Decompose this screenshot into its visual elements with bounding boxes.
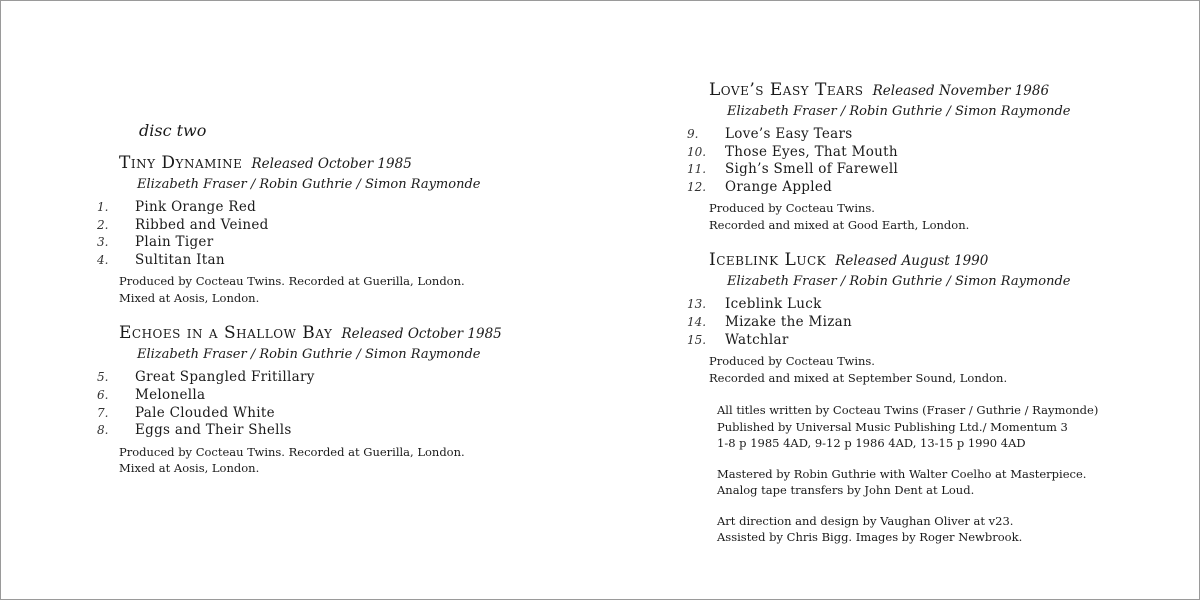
design-notes [717, 513, 1187, 546]
production-notes [709, 200, 1187, 233]
album-heading [709, 79, 1187, 102]
track-row [687, 296, 1187, 314]
track-row [97, 369, 577, 387]
track-number: 12. [687, 179, 707, 194]
track-title: Orange Appled [725, 178, 833, 195]
album-title: Tiny Dynamine [119, 153, 243, 173]
track-title: Mizake the Mizan [725, 313, 852, 330]
album-section [687, 249, 1187, 386]
album-heading [709, 249, 1187, 272]
production-line: Recorded and mixed at Good Earth, London. [709, 217, 970, 232]
track-row [687, 179, 1187, 197]
album-title: Echoes in a Shallow Bay [119, 323, 333, 344]
album-title: Iceblink Luck [709, 250, 827, 271]
track-row [97, 234, 577, 252]
track-number: 11. [687, 162, 707, 177]
note-line: Assisted by Chris Bigg. Images by Roger Newbrook. [717, 530, 1023, 545]
track-number: 2. [97, 217, 109, 232]
right-column [687, 79, 1187, 560]
left-column [97, 121, 577, 493]
track-list [687, 296, 1187, 349]
track-number: 1. [97, 200, 109, 214]
track-row [687, 126, 1187, 144]
track-row [97, 199, 577, 217]
track-number: 4. [97, 252, 109, 267]
production-line: Produced by Cocteau Twins. [709, 354, 875, 369]
album-credits: Elizabeth Fraser / Robin Guthrie / Simon Raymonde [727, 274, 1071, 290]
track-title: Eggs and Their Shells [135, 422, 292, 439]
production-line: Produced by Cocteau Twins. [709, 201, 875, 216]
track-title: Sultitan Itan [135, 251, 225, 268]
note-line: Mastered by Robin Guthrie with Walter Coelho at Masterpiece. [717, 466, 1087, 481]
note-line: All titles written by Cocteau Twins (Fraser / Guthrie / Raymonde) [717, 403, 1099, 418]
production-line: Mixed at Aosis, London. [119, 290, 260, 305]
note-line: 1-8 p 1985 4AD, 9-12 p 1986 4AD, 13-15 p 1990 4AD [717, 436, 1026, 451]
track-number: 13. [687, 297, 707, 312]
production-line: Mixed at Aosis, London. [119, 461, 260, 476]
publishing-notes [717, 402, 1187, 452]
album-section [97, 152, 577, 306]
album-credits: Elizabeth Fraser / Robin Guthrie / Simon Raymonde [137, 347, 481, 363]
track-row [687, 314, 1187, 332]
track-list [97, 199, 577, 269]
track-number: 10. [687, 144, 707, 159]
album-section [97, 322, 577, 476]
production-notes [119, 273, 577, 306]
track-title: Ribbed and Veined [135, 216, 269, 233]
track-title: Sigh’s Smell of Farewell [725, 161, 899, 178]
track-row [97, 422, 577, 440]
track-title: Plain Tiger [135, 234, 214, 251]
track-number: 9. [687, 127, 699, 141]
track-list [97, 369, 577, 439]
album-credits: Elizabeth Fraser / Robin Guthrie / Simon Raymonde [727, 104, 1071, 119]
production-line: Produced by Cocteau Twins. Recorded at Guerilla, London. [119, 274, 465, 289]
note-line: Art direction and design by Vaughan Oliver at v23. [717, 513, 1014, 528]
liner-notes [717, 402, 1187, 546]
track-number: 7. [97, 405, 109, 420]
album-heading [119, 322, 577, 345]
track-title: Those Eyes, That Mouth [725, 143, 898, 160]
release-date: Released November 1986 [872, 83, 1050, 99]
track-title: Iceblink Luck [725, 296, 822, 313]
track-title: Love’s Easy Tears [725, 126, 853, 142]
track-number: 3. [97, 235, 109, 250]
release-date: Released October 1985 [341, 326, 502, 343]
track-title: Pale Clouded White [135, 404, 275, 421]
track-title: Pink Orange Red [135, 199, 257, 215]
note-line: Analog tape transfers by John Dent at Loud. [717, 483, 975, 498]
track-number: 5. [97, 370, 109, 385]
track-row [97, 252, 577, 270]
track-number: 8. [97, 423, 109, 438]
album-title: Love’s Easy Tears [709, 80, 864, 100]
track-row [97, 387, 577, 405]
mastering-notes [717, 466, 1187, 499]
release-date: Released October 1985 [251, 156, 412, 172]
production-notes [709, 353, 1187, 386]
album-section [687, 79, 1187, 233]
note-line: Published by Universal Music Publishing Ltd./ Momentum 3 [717, 419, 1068, 434]
track-number: 6. [97, 387, 109, 402]
track-list [687, 126, 1187, 196]
track-title: Melonella [135, 386, 206, 403]
track-row [687, 161, 1187, 179]
track-title: Great Spangled Fritillary [135, 369, 315, 386]
disc-label: disc two [139, 121, 207, 140]
production-line: Recorded and mixed at September Sound, London. [709, 370, 1008, 385]
track-number: 14. [687, 314, 707, 329]
production-notes [119, 444, 577, 477]
track-row [97, 405, 577, 423]
album-heading [119, 152, 577, 175]
album-credits: Elizabeth Fraser / Robin Guthrie / Simon Raymonde [137, 177, 481, 192]
track-row [97, 217, 577, 235]
track-row [687, 144, 1187, 162]
track-title: Watchlar [725, 331, 789, 348]
track-row [687, 332, 1187, 350]
release-date: Released August 1990 [835, 253, 989, 270]
track-number: 15. [687, 332, 707, 347]
production-line: Produced by Cocteau Twins. Recorded at Guerilla, London. [119, 444, 465, 459]
